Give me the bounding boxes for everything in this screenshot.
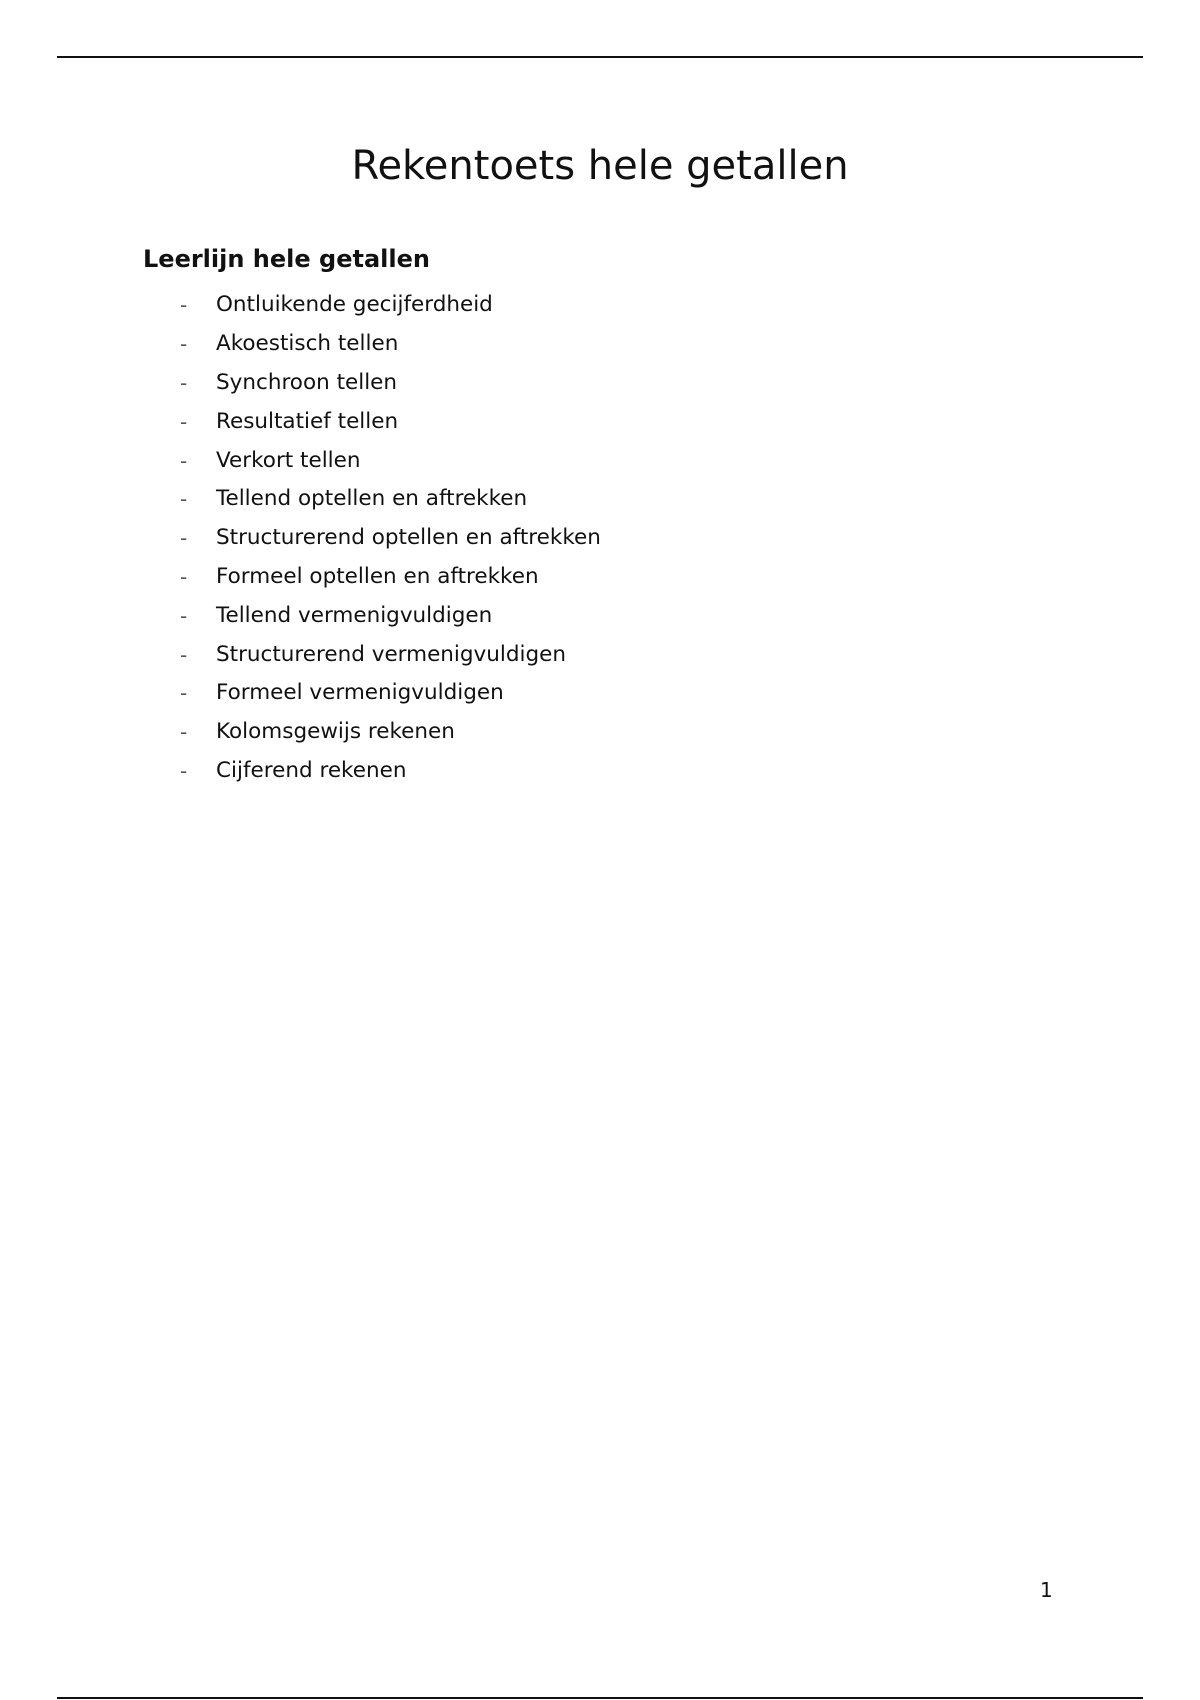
bullet-dash: - — [180, 642, 188, 667]
bullet-dash: - — [180, 409, 188, 434]
list-item-text: Structurerend optellen en aftrekken — [216, 525, 601, 551]
bullet-dash: - — [180, 293, 188, 318]
bullet-dash: - — [180, 720, 188, 745]
list-item — [176, 480, 601, 519]
list-item — [176, 674, 601, 713]
list-item — [176, 364, 601, 403]
list-item — [176, 441, 601, 480]
list-item-text: Verkort tellen — [216, 447, 361, 473]
list-item-text: Structurerend vermenigvuldigen — [216, 641, 566, 667]
list-item-text: Synchroon tellen — [216, 369, 398, 395]
list-item-text: Akoestisch tellen — [216, 331, 399, 357]
list-item — [176, 286, 601, 325]
list-item-text: Ontluikende gecijferdheid — [216, 292, 493, 318]
list-item — [176, 325, 601, 364]
list-item — [176, 596, 601, 635]
list-item — [176, 635, 601, 674]
bullet-dash: - — [180, 758, 188, 783]
list-item — [176, 558, 601, 597]
list-item — [176, 752, 601, 791]
learning-line-list — [176, 286, 601, 790]
bullet-dash: - — [180, 487, 188, 512]
footer-rule — [57, 1697, 1143, 1699]
bullet-dash: - — [180, 332, 188, 357]
list-item-text: Formeel vermenigvuldigen — [216, 680, 504, 706]
list-item-text: Tellend vermenigvuldigen — [216, 602, 493, 628]
list-item-text: Tellend optellen en aftrekken — [216, 486, 528, 512]
list-item-text: Cijferend rekenen — [216, 757, 407, 783]
page-number: 1 — [1040, 1578, 1053, 1602]
bullet-dash: - — [180, 526, 188, 551]
bullet-dash: - — [180, 681, 188, 706]
list-item-text: Resultatief tellen — [216, 408, 399, 434]
bullet-dash: - — [180, 448, 188, 473]
bullet-dash: - — [180, 603, 188, 628]
section-heading: Leerlijn hele getallen — [143, 245, 430, 273]
list-item — [176, 713, 601, 752]
page-title: Rekentoets hele getallen — [351, 143, 849, 189]
header-rule — [57, 56, 1143, 58]
list-item — [176, 402, 601, 441]
bullet-dash: - — [180, 370, 188, 395]
list-item-text: Formeel optellen en aftrekken — [216, 563, 539, 589]
list-item-text: Kolomsgewijs rekenen — [216, 719, 455, 745]
bullet-dash: - — [180, 564, 188, 589]
list-item — [176, 519, 601, 558]
